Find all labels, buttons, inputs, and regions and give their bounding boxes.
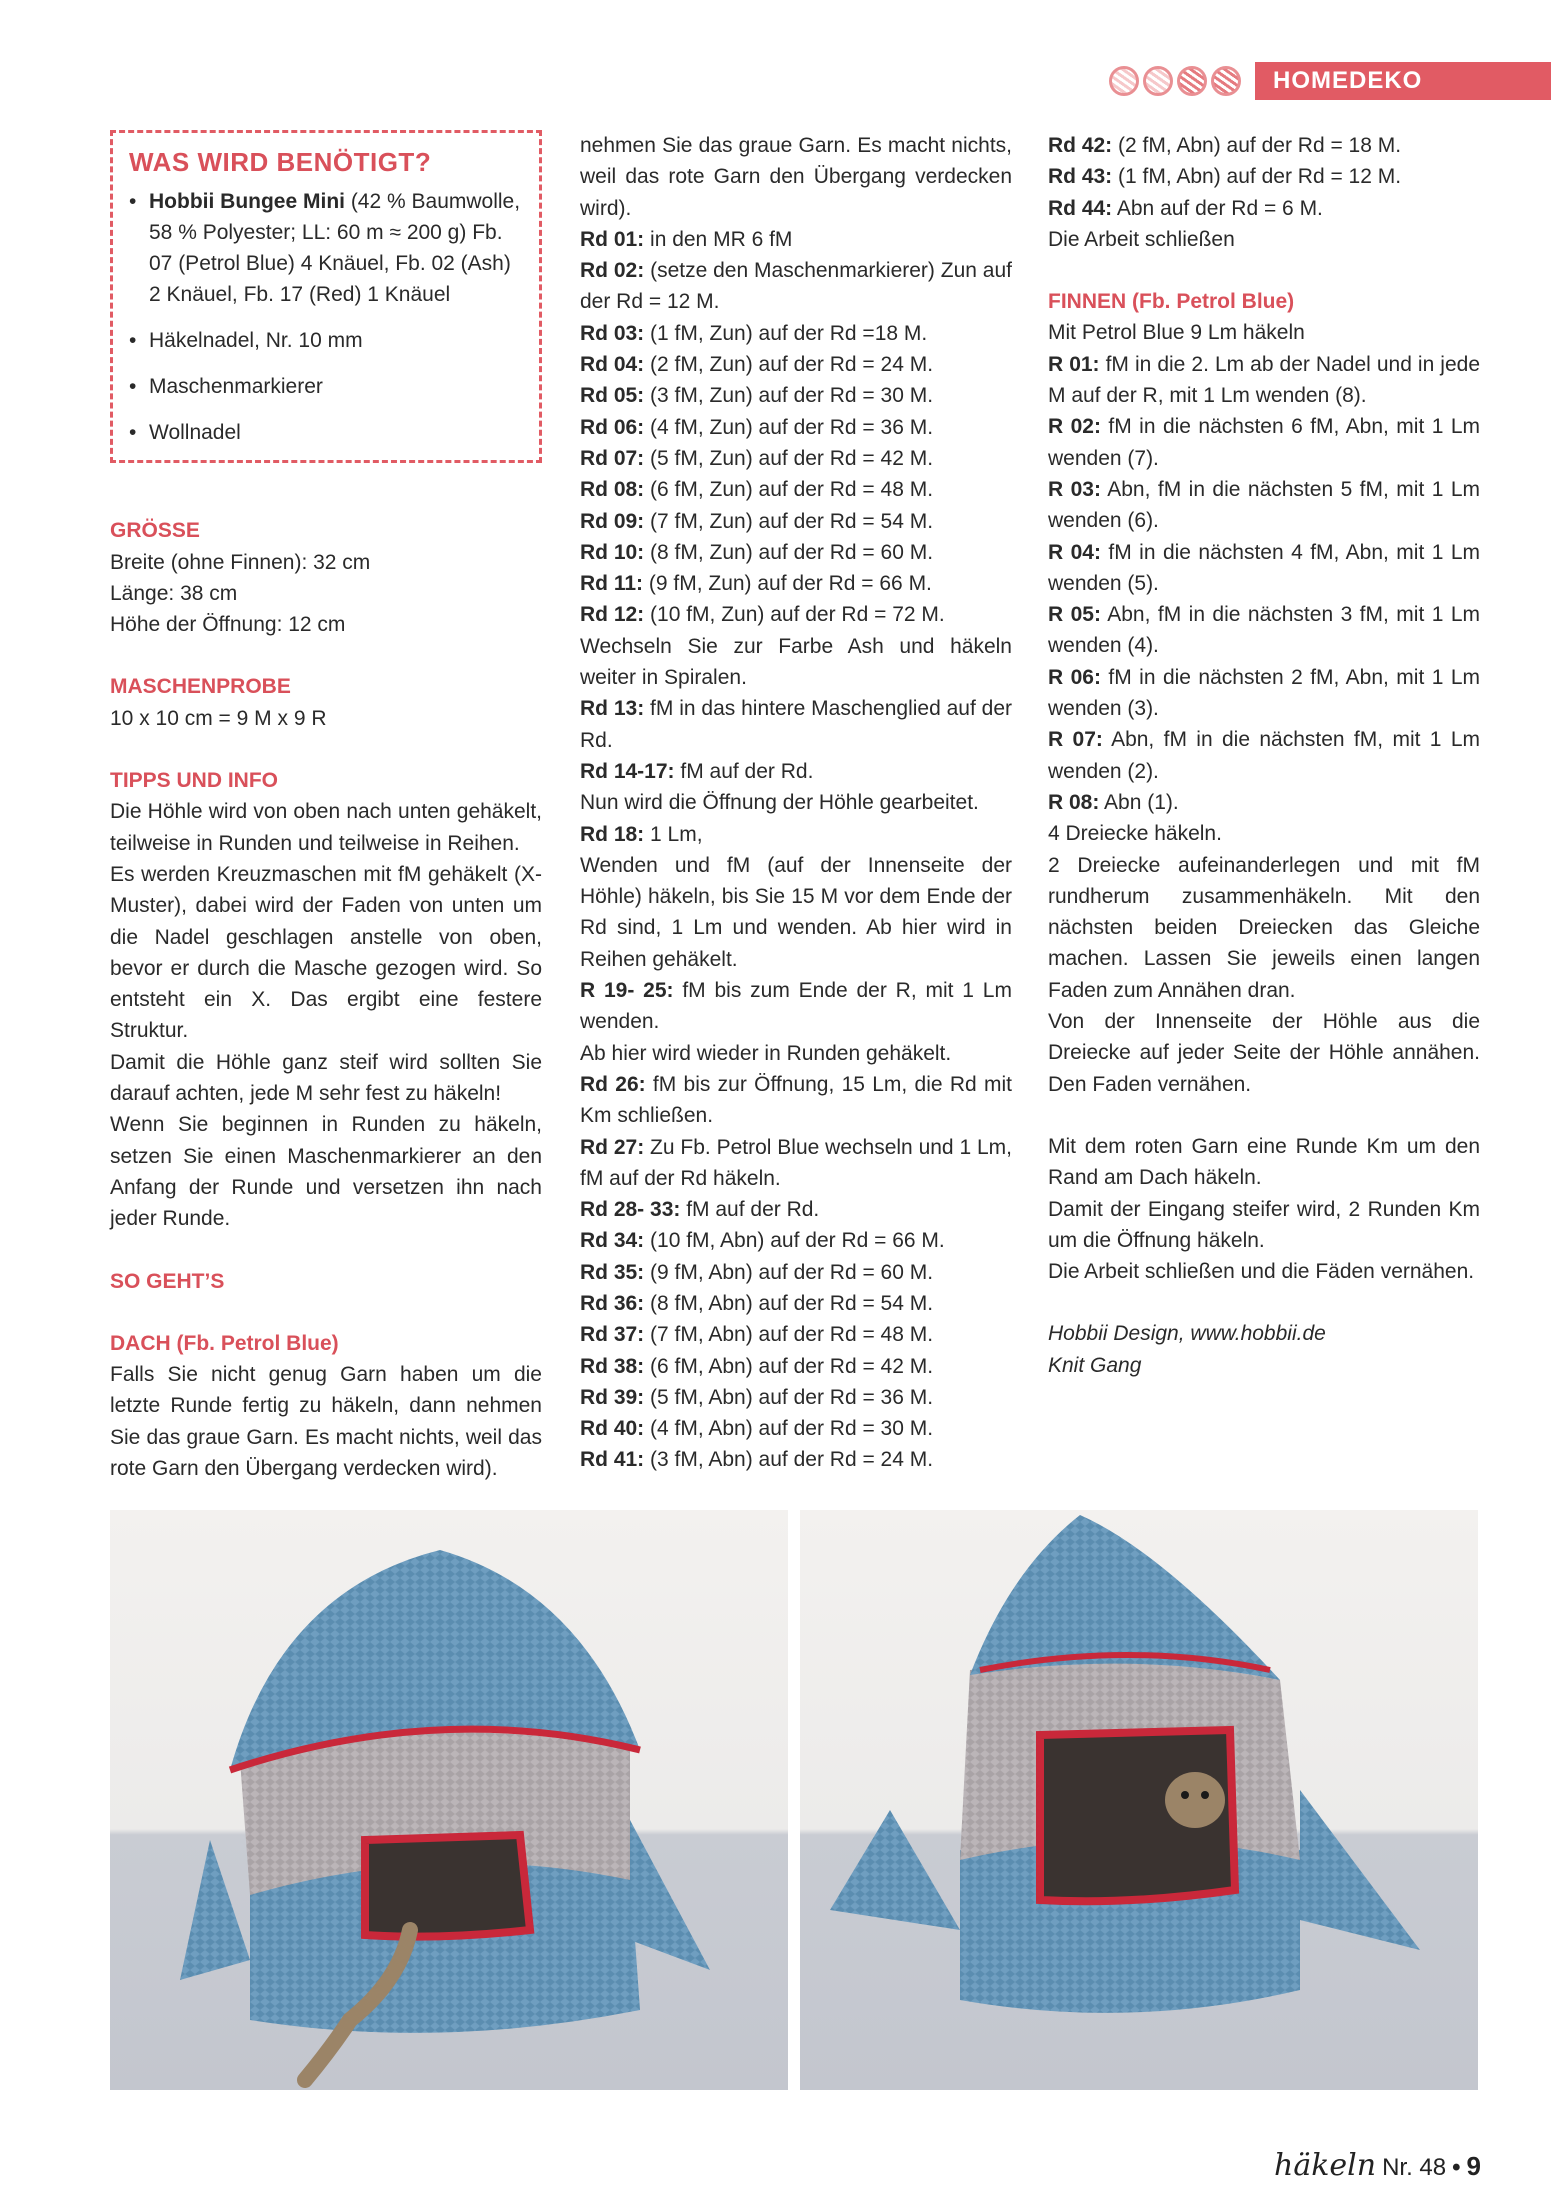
round-instruction-text: 1 Lm, xyxy=(644,822,703,846)
materials-item: • Wollnadel xyxy=(129,417,523,448)
round-instruction-label: Rd 04: xyxy=(580,353,645,377)
round-instruction-label: Rd 34: xyxy=(580,1229,645,1253)
round-instruction-text: Ab hier wird wieder in Runden gehäkelt. xyxy=(580,1041,952,1065)
round-instruction-label: Rd 38: xyxy=(580,1354,645,1378)
round-instruction-text: (setze den Maschenmarkierer) Zun auf der Rd = 12 M. xyxy=(580,259,1013,314)
round-instruction-text: (6 fM, Abn) auf der Rd = 42 M. xyxy=(644,1354,934,1378)
fin-row-instruction-label: R 01: xyxy=(1048,352,1100,376)
tips-paragraph: Damit die Höhle ganz steif wird sollten Sie darauf achten, jede M sehr fest zu häkeln! xyxy=(110,1050,542,1106)
round-instruction-text: (9 fM, Zun) auf der Rd = 66 M. xyxy=(643,572,932,596)
round-instruction-label: Rd 39: xyxy=(580,1385,645,1409)
fin-row-instruction-text: fM in die nächsten 6 fM, Abn, mit 1 Lm wenden (7). xyxy=(1048,415,1481,470)
round-instruction-text: (5 fM, Abn) auf der Rd = 36 M. xyxy=(644,1385,934,1409)
round-instruction-label: Rd 41: xyxy=(580,1448,645,1472)
magazine-name: häkeln xyxy=(1274,2148,1377,2183)
round-instruction-text: fM in das hintere Maschenglied auf der Rd. xyxy=(580,697,1012,752)
round-instruction xyxy=(580,255,1012,318)
round-instruction xyxy=(580,1413,1012,1444)
round-instruction-text: (2 fM, Abn) auf der Rd = 18 M. xyxy=(1112,134,1402,157)
fin-row-instruction-text: Abn, fM in die nächsten 5 fM, mit 1 Lm wenden (6). xyxy=(1048,477,1481,533)
round-instruction-label: Rd 40: xyxy=(580,1417,645,1441)
column-left xyxy=(110,130,542,1481)
round-instruction xyxy=(580,1319,1012,1350)
round-instruction-label: Rd 09: xyxy=(580,509,645,533)
fin-row-instruction-label: R 04: xyxy=(1048,540,1101,564)
round-instruction xyxy=(580,631,1012,694)
round-instruction xyxy=(580,1257,1012,1288)
round-instruction xyxy=(580,412,1012,443)
round-instruction xyxy=(580,1382,1012,1413)
tips-paragraph: Wenn Sie beginnen in Runden zu häkeln, setzen Sie einen Maschenmarkierer an den Anfang der Runde und versetzen ihn nach jeder Runde. xyxy=(110,1113,542,1231)
round-instruction-label: Rd 11: xyxy=(580,572,644,596)
column-middle xyxy=(580,130,1012,1476)
fin-row-instruction xyxy=(1048,537,1480,600)
issue-number: Nr. 48 xyxy=(1382,2154,1447,2181)
finish-text: Damit der Eingang steifer wird, 2 Runden Km um die Öffnung häkeln. xyxy=(1048,1197,1480,1252)
round-instruction-label: Rd 27: xyxy=(580,1135,645,1159)
round-instruction-text: Die Arbeit schließen xyxy=(1048,227,1235,251)
size-heading: GRÖSSE xyxy=(110,519,200,543)
finish-text: Mit dem roten Garn eine Runde Km um den Rand am Dach häkeln. xyxy=(1048,1134,1480,1190)
finish-text: Die Arbeit schließen und die Fäden vernähen. xyxy=(1048,1260,1475,1284)
crochet-rocket-image xyxy=(110,1510,788,2090)
round-instruction xyxy=(580,1288,1012,1319)
round-instruction-text: (3 fM, Zun) auf der Rd = 30 M. xyxy=(644,384,934,408)
round-instruction-text: (4 fM, Abn) auf der Rd = 30 M. xyxy=(644,1417,934,1441)
page-footer xyxy=(1274,2148,1481,2183)
round-instruction xyxy=(1048,224,1480,255)
fins-heading: FINNEN (Fb. Petrol Blue) xyxy=(1048,290,1295,314)
round-instruction-label: Rd 03: xyxy=(580,321,645,345)
round-instruction-label: Rd 06: xyxy=(580,415,645,439)
fins-after: Von der Innenseite der Höhle aus die Dreiecke auf jeder Seite der Höhle annähen. Den Faden vernähen. xyxy=(1048,1010,1480,1096)
round-instruction-text: (10 fM, Abn) auf der Rd = 66 M. xyxy=(644,1229,945,1253)
round-instruction-text: (2 fM, Zun) auf der Rd = 24 M. xyxy=(644,353,934,377)
yarn-ball-icon xyxy=(1177,66,1207,96)
round-instruction-text: (1 fM, Abn) auf der Rd = 12 M. xyxy=(1112,165,1402,189)
section-tag: HOMEDEKO xyxy=(1255,62,1551,100)
round-instruction-text: (10 fM, Zun) auf der Rd = 72 M. xyxy=(644,603,945,627)
round-instruction-label: Rd 18: xyxy=(580,822,645,846)
crochet-rocket-image xyxy=(800,1510,1478,2090)
round-instruction xyxy=(1048,161,1480,192)
round-instruction xyxy=(580,1038,1012,1069)
round-instruction-text: Nun wird die Öffnung der Höhle gearbeitet. xyxy=(580,791,979,815)
round-instruction-text: Wenden und fM (auf der Innenseite der Höhle) häkeln, bis Sie 15 M vor dem Ende der Rd sind, 1 Lm und wenden. Ab hier wird in Reihen gehäkelt. xyxy=(580,853,1012,971)
round-instruction-text: fM auf der Rd. xyxy=(674,759,814,783)
round-instruction-label: Rd 12: xyxy=(580,603,645,627)
round-instruction-text: (3 fM, Abn) auf der Rd = 24 M. xyxy=(644,1448,934,1472)
round-instruction-text: (5 fM, Zun) auf der Rd = 42 M. xyxy=(644,446,934,470)
round-instruction-text: (6 fM, Zun) auf der Rd = 48 M. xyxy=(644,478,934,502)
page-number: 9 xyxy=(1466,2151,1481,2181)
fin-row-instruction-label: R 02: xyxy=(1048,415,1101,439)
round-instruction-label: Rd 37: xyxy=(580,1323,645,1347)
round-instruction-text: (9 fM, Abn) auf der Rd = 60 M. xyxy=(644,1260,934,1284)
yarn-ball-icon xyxy=(1143,66,1173,96)
round-instruction xyxy=(1048,193,1480,224)
round-instruction xyxy=(580,474,1012,505)
materials-item: • Häkelnadel, Nr. 10 mm xyxy=(129,325,523,356)
yarn-ball-icon xyxy=(1109,66,1139,96)
round-instruction xyxy=(580,975,1012,1038)
rounds-list xyxy=(580,224,1012,1476)
fin-row-instruction-text: Abn, fM in die nächsten fM, mit 1 Lm wenden (2). xyxy=(1048,728,1480,783)
materials-title: WAS WIRD BENÖTIGT? xyxy=(129,147,432,177)
round-instruction-label: Rd 35: xyxy=(580,1260,645,1284)
fin-row-instruction-text: fM in die nächsten 2 fM, Abn, mit 1 Lm wenden (3). xyxy=(1048,665,1481,721)
materials-item: • Hobbii Bungee Mini (42 % Baumwolle, 58 % Polyester; LL: 60 m ≈ 200 g) Fb. 07 (Petrol Blue) 4 Knäuel, Fb. 02 (Ash) 2 Knäuel, Fb. 17 (Red) 1 Knäuel xyxy=(129,186,523,310)
round-instruction-text: fM bis zum Ende der R, mit 1 Lm wenden. xyxy=(580,979,1012,1034)
roof-intro: Falls Sie nicht genug Garn haben um die letzte Runde fertig zu häkeln, dann nehmen Sie das graue Garn. Es macht nichts, weil das rote Garn den Übergang verdecken wird). xyxy=(110,1363,542,1481)
tips-paragraph: Die Höhle wird von oben nach unten gehäkelt, teilweise in Runden und teilweise in Reihen. xyxy=(110,800,542,855)
round-instruction-text: (7 fM, Zun) auf der Rd = 54 M. xyxy=(644,509,934,533)
rounds-end-list xyxy=(1048,130,1480,255)
materials-item: • Maschenmarkierer xyxy=(129,371,523,402)
fins-rows xyxy=(1048,349,1480,818)
round-instruction-label: Rd 36: xyxy=(580,1291,645,1315)
round-instruction-text: Wechseln Sie zur Farbe Ash und häkeln weiter in Spiralen. xyxy=(580,634,1012,690)
fins-intro: Mit Petrol Blue 9 Lm häkeln xyxy=(1048,321,1305,345)
round-instruction-label: R 19- 25: xyxy=(580,979,674,1003)
fins-after: 2 Dreiecke aufeinanderlegen und mit fM rundherum zusammenhäkeln. Mit den nächsten beiden Dreiecken das Gleiche machen. Lassen Sie jeweils einen langen Faden zum Annähen dran. xyxy=(1048,853,1480,1002)
round-instruction xyxy=(580,443,1012,474)
section-header xyxy=(1109,62,1551,100)
fin-row-instruction-label: R 08: xyxy=(1048,790,1100,814)
round-instruction-label: Rd 08: xyxy=(580,478,645,502)
round-instruction xyxy=(580,1194,1012,1225)
roof-heading: DACH (Fb. Petrol Blue) xyxy=(110,1331,339,1355)
round-instruction-label: Rd 43: xyxy=(1048,165,1113,189)
gauge-text: 10 x 10 cm = 9 M x 9 R xyxy=(110,706,327,730)
round-instruction-label: Rd 05: xyxy=(580,384,645,408)
yarn-ball-icon xyxy=(1211,66,1241,96)
round-instruction-text: (4 fM, Zun) auf der Rd = 36 M. xyxy=(644,415,934,439)
round-instruction xyxy=(580,380,1012,411)
round-instruction-text: (8 fM, Zun) auf der Rd = 60 M. xyxy=(644,540,934,564)
round-instruction-label: Rd 28- 33: xyxy=(580,1198,681,1222)
round-instruction xyxy=(580,1225,1012,1256)
round-instruction xyxy=(580,1132,1012,1195)
round-instruction xyxy=(580,568,1012,599)
fin-row-instruction xyxy=(1048,349,1480,412)
round-instruction xyxy=(580,599,1012,630)
photo-cat-cave-face xyxy=(800,1510,1478,2090)
round-instruction xyxy=(1048,130,1480,161)
round-instruction-text: fM bis zur Öffnung, 15 Lm, die Rd mit Km schließen. xyxy=(580,1072,1012,1128)
size-line: Höhe der Öffnung: 12 cm xyxy=(110,613,346,637)
fin-row-instruction-label: R 05: xyxy=(1048,603,1101,627)
fins-after: 4 Dreiecke häkeln. xyxy=(1048,822,1222,846)
credit-line: Hobbii Design, www.hobbii.de xyxy=(1048,1322,1326,1346)
round-instruction xyxy=(580,537,1012,568)
round-instruction-text: (7 fM, Abn) auf der Rd = 48 M. xyxy=(644,1323,934,1347)
round-instruction-label: Rd 13: xyxy=(580,697,645,721)
fin-row-instruction-label: R 07: xyxy=(1048,728,1103,752)
tips-heading: TIPPS UND INFO xyxy=(110,769,279,793)
fin-row-instruction-text: Abn, fM in die nächsten 3 fM, mit 1 Lm wenden (4). xyxy=(1048,603,1481,658)
gauge-heading: MASCHENPROBE xyxy=(110,675,291,699)
roof-intro-continued: nehmen Sie das graue Garn. Es macht nichts, weil das rote Garn den Übergang verdecken wird). xyxy=(580,134,1012,220)
round-instruction xyxy=(580,819,1012,850)
fin-row-instruction-label: R 06: xyxy=(1048,665,1101,689)
materials-list xyxy=(129,186,523,448)
round-instruction xyxy=(580,1351,1012,1382)
tips-paragraph: Es werden Kreuzmaschen mit fM gehäkelt (X-Muster), dabei wird der Faden von unten um die Nadel geschlagen anstelle von oben, bevor er durch die Masche gezogen wird. So entsteht ein X. Das ergibt eine festere Struktur. xyxy=(110,862,542,1043)
round-instruction-text: in den MR 6 fM xyxy=(644,227,793,251)
fin-row-instruction-text: fM in die 2. Lm ab der Nadel und in jede M auf der R, mit 1 Lm wenden (8). xyxy=(1048,352,1480,408)
round-instruction xyxy=(580,224,1012,255)
howto-heading: SO GEHT’S xyxy=(110,1269,225,1293)
round-instruction xyxy=(580,1444,1012,1475)
materials-box xyxy=(110,130,542,463)
round-instruction-label: Rd 44: xyxy=(1048,196,1113,220)
fin-row-instruction xyxy=(1048,662,1480,725)
fin-row-instruction-text: fM in die nächsten 4 fM, Abn, mit 1 Lm wenden (5). xyxy=(1048,540,1481,595)
round-instruction xyxy=(580,850,1012,975)
round-instruction-text: Zu Fb. Petrol Blue wechseln und 1 Lm, fM auf der Rd häkeln. xyxy=(580,1135,1012,1190)
fin-row-instruction-text: Abn (1). xyxy=(1099,790,1179,814)
round-instruction-label: Rd 42: xyxy=(1048,134,1113,157)
round-instruction xyxy=(580,318,1012,349)
fin-row-instruction xyxy=(1048,787,1480,818)
round-instruction-label: Rd 14-17: xyxy=(580,759,675,783)
round-instruction-label: Rd 10: xyxy=(580,540,645,564)
round-instruction xyxy=(580,506,1012,537)
round-instruction-text: Abn auf der Rd = 6 M. xyxy=(1112,196,1323,220)
round-instruction xyxy=(580,787,1012,818)
round-instruction-text: (8 fM, Abn) auf der Rd = 54 M. xyxy=(644,1291,934,1315)
fin-row-instruction xyxy=(1048,411,1480,474)
round-instruction xyxy=(580,693,1012,756)
fin-row-instruction xyxy=(1048,474,1480,537)
fin-row-instruction-label: R 03: xyxy=(1048,477,1101,501)
credit-line: Knit Gang xyxy=(1048,1353,1142,1377)
fin-row-instruction xyxy=(1048,599,1480,662)
round-instruction xyxy=(580,349,1012,380)
round-instruction xyxy=(580,1069,1012,1132)
fin-row-instruction xyxy=(1048,724,1480,787)
round-instruction-label: Rd 26: xyxy=(580,1072,646,1096)
size-line: Breite (ohne Finnen): 32 cm xyxy=(110,550,371,574)
yarn-icons xyxy=(1109,66,1241,96)
round-instruction-label: Rd 07: xyxy=(580,446,645,470)
round-instruction-label: Rd 01: xyxy=(580,227,645,251)
size-line: Länge: 38 cm xyxy=(110,581,238,605)
round-instruction-text: fM auf der Rd. xyxy=(680,1198,820,1222)
round-instruction-text: (1 fM, Zun) auf der Rd =18 M. xyxy=(644,321,928,345)
column-right xyxy=(1048,130,1480,1381)
photo-cat-cave-tail xyxy=(110,1510,788,2090)
round-instruction xyxy=(580,756,1012,787)
round-instruction-label: Rd 02: xyxy=(580,259,645,283)
footer-bullet: • xyxy=(1452,2154,1461,2181)
